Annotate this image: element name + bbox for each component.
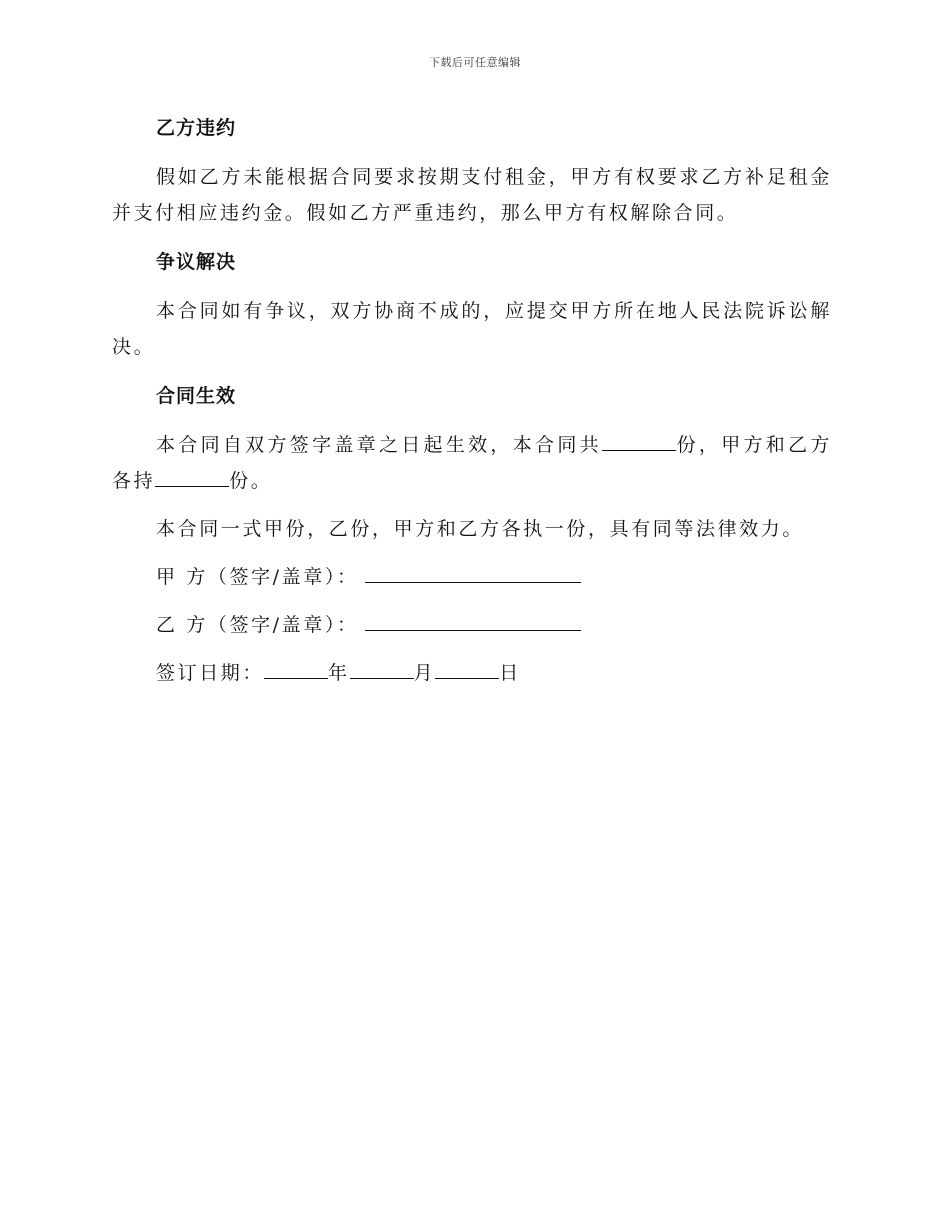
effect-text-1: 本合同自双方签字盖章之日起生效，本合同共: [156, 434, 602, 456]
month-blank[interactable]: [350, 658, 414, 679]
section-title-effect: 合同生效: [156, 385, 237, 407]
month-label: 月: [413, 662, 436, 684]
party-b-signature-row: [112, 607, 832, 643]
party-b-label: 乙 方（签字/盖章）：: [156, 614, 359, 636]
date-label: 签订日期：: [156, 662, 265, 684]
effect-text-3: 份。: [229, 470, 273, 492]
signing-date-row: [112, 655, 832, 691]
day-blank[interactable]: [435, 658, 499, 679]
each-copies-blank[interactable]: [155, 466, 229, 487]
section-body-breach: 假如乙方未能根据合同要求按期支付租金，甲方有权要求乙方补足租金并支付相应违约金。假如乙方严重违约，那么甲方有权解除合同。: [112, 166, 832, 224]
party-a-label: 甲 方（签字/盖章）：: [156, 566, 359, 588]
section-body-dispute: 本合同如有争议，双方协商不成的，应提交甲方所在地人民法院诉讼解决。: [112, 300, 832, 358]
page-header-note: 下载后可任意编辑: [429, 56, 521, 69]
section-title-breach: 乙方违约: [156, 117, 237, 139]
effect-text-2: 份，甲方和乙方各持: [112, 434, 832, 492]
total-copies-blank[interactable]: [602, 430, 676, 451]
year-blank[interactable]: [264, 658, 328, 679]
section-title-dispute: 争议解决: [156, 251, 237, 273]
year-label: 年: [328, 662, 350, 684]
document-body: [112, 112, 832, 691]
section-body-effect: [112, 427, 832, 499]
party-a-signature-blank[interactable]: [365, 562, 581, 583]
copies-statement: 本合同一式甲份，乙份，甲方和乙方各执一份，具有同等法律效力。: [156, 518, 805, 540]
day-label: 日: [499, 662, 521, 684]
party-a-signature-row: [112, 559, 832, 595]
party-b-signature-blank[interactable]: [365, 610, 581, 631]
